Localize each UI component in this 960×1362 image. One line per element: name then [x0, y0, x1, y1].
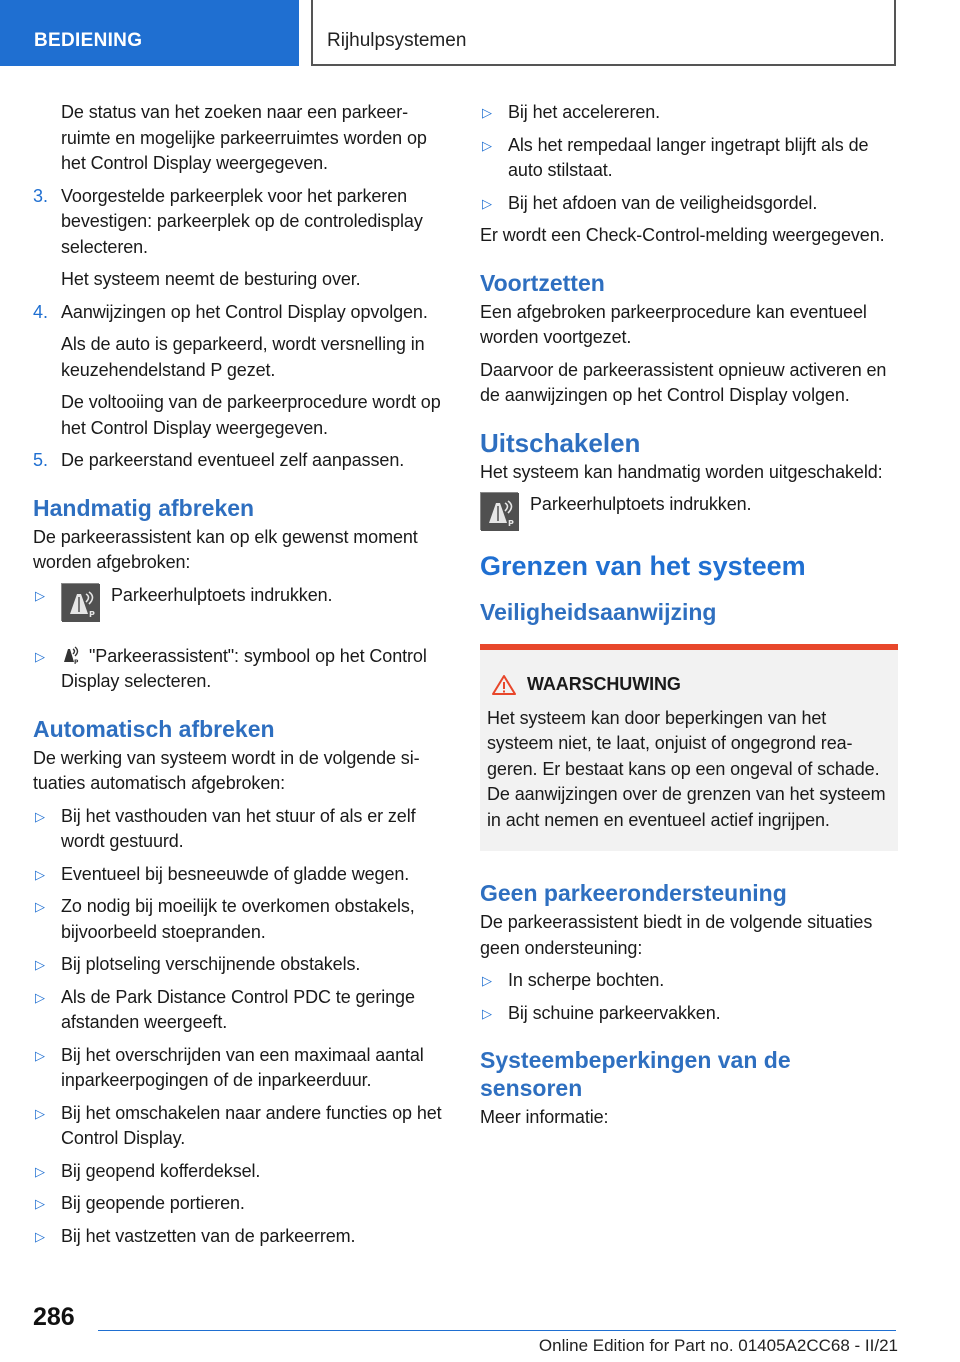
triangle-bullet-icon: ▷ [35, 648, 45, 664]
step-text: De voltooiing van de parkeerprocedure wordt op het Control Display weergegeven. [61, 392, 441, 438]
triangle-bullet-icon: ▷ [35, 587, 45, 603]
list-item [480, 1001, 898, 1027]
resume-text: Een afgebroken parkeerprocedure kan eventueel worden voortgezet. [480, 301, 867, 347]
list-item-text: "Parkeerassistent": symbool op het Control Display selecteren. [61, 645, 427, 691]
triangle-bullet-icon: ▷ [35, 1105, 45, 1121]
triangle-bullet-icon: ▷ [35, 899, 45, 914]
section-label: BEDIENING [34, 30, 143, 51]
warning-triangle-icon [491, 674, 517, 696]
resume-text: Daarvoor de parkeerassistent opnieuw activeren en de aanwijzingen op het Control Display volgen. [480, 359, 887, 405]
step-text: De parkeerstand eventueel zelf aanpassen. [61, 450, 405, 470]
manual-abort-text: De parkeerassistent kan op elk gewenst moment worden afgebroken: [33, 526, 418, 572]
list-item [33, 1159, 451, 1185]
right-column [480, 100, 898, 1138]
safety-heading: Veiligheidsaanwijzing [480, 599, 717, 625]
parking-assist-button-icon [61, 583, 99, 621]
triangle-bullet-icon: ▷ [482, 973, 492, 988]
step-number: 4. [33, 301, 49, 322]
triangle-bullet-icon: ▷ [482, 1005, 492, 1021]
list-item [33, 1101, 451, 1152]
svg-text:P: P [74, 658, 79, 665]
resume-heading: Voortzetten [480, 269, 605, 296]
step-text: Het systeem neemt de besturing over. [61, 269, 361, 289]
triangle-bullet-icon: ▷ [35, 1196, 45, 1211]
list-item [33, 985, 451, 1036]
page-number: 286 [33, 1303, 75, 1331]
section-tab [0, 0, 299, 66]
list-item-text: Bij schuine parkeervakken. [508, 1002, 721, 1023]
list-item-text: Bij het overschrijden van een maximaal aantal inparkeerpogingen of de inparkeerduur. [61, 1044, 424, 1090]
list-item-text: Zo nodig bij moeilijk te overkomen obstakels, bijvoorbeeld stoepranden. [61, 896, 415, 942]
step-text: Voorgestelde parkeerplek voor het parkeren bevestigen: parkeerplek op de controledisplay selecteren. [61, 185, 423, 257]
footer-divider [98, 1330, 896, 1331]
svg-text:P: P [89, 609, 95, 619]
warning-text: Het systeem kan door beperkingen van het systeem niet, te laat, onjuist of ongegrond reageren. Er bestaat kans op een ongeval of schade. De aanwijzingen over de grenzen van het systeem in acht nemen en eventueel actief ingrijpen. [487, 707, 886, 830]
list-item-text: In scherpe bochten. [508, 970, 665, 990]
edition-text: Online Edition for Part no. 01405A2CC68 - II/21 [538, 1336, 898, 1355]
triangle-bullet-icon: ▷ [482, 195, 492, 211]
more-info-text: Meer informatie: [480, 1107, 609, 1127]
triangle-bullet-icon: ▷ [35, 989, 45, 1005]
triangle-bullet-icon: ▷ [35, 808, 45, 824]
list-item-text: Als het rempedaal langer ingetrapt blijft als de auto stilstaat. [508, 134, 869, 180]
list-item [480, 191, 898, 217]
list-item [480, 100, 898, 126]
list-item [480, 968, 898, 994]
check-control-text: Er wordt een Check-Control-melding weergegeven. [480, 225, 885, 245]
list-item [480, 133, 898, 184]
list-item-text: Eventueel bij besneeuwde of gladde wegen. [61, 863, 410, 884]
list-item-text: Bij het accelereren. [508, 102, 661, 122]
triangle-bullet-icon: ▷ [35, 1228, 45, 1244]
triangle-bullet-icon: ▷ [35, 866, 45, 882]
chapter-tab [311, 0, 896, 66]
list-item-text: Bij het omschakelen naar andere functies op het Control Display. [61, 1102, 442, 1148]
step-number: 5. [33, 450, 49, 470]
auto-abort-text: De werking van systeem wordt in de volgende situaties automatisch afgebroken: [33, 747, 420, 793]
no-support-text: De parkeerassistent biedt in de volgende situaties geen ondersteuning: [480, 912, 873, 958]
list-item [33, 1224, 451, 1250]
list-item-text: Bij geopend kofferdeksel. [61, 1160, 261, 1181]
no-support-heading: Geen parkeerondersteuning [480, 880, 787, 906]
list-item-text: Als de Park Distance Control PDC te geringe afstanden weergeeft. [61, 986, 415, 1032]
warning-title: WAARSCHUWING [527, 674, 681, 694]
switch-off-item-text: Parkeerhulptoets indrukken. [530, 494, 752, 514]
step-item [33, 184, 451, 293]
triangle-bullet-icon: ▷ [35, 957, 45, 972]
list-item [33, 644, 451, 695]
step-number: 3. [33, 185, 49, 206]
switch-off-heading: Uitschakelen [480, 427, 641, 458]
list-item [33, 804, 451, 855]
list-item [33, 894, 451, 945]
warning-box [480, 644, 898, 851]
list-item-text: Parkeerhulptoets indrukken. [111, 584, 333, 605]
list-item [33, 583, 451, 628]
parking-assist-button-icon [480, 492, 518, 530]
switch-off-item [480, 492, 898, 530]
list-item [33, 1191, 451, 1217]
list-item-text: Bij geopende portieren. [61, 1193, 245, 1213]
triangle-bullet-icon: ▷ [35, 1047, 45, 1063]
list-item [33, 862, 451, 888]
chapter-label: Rijhulpsystemen [327, 30, 467, 51]
svg-text:P: P [508, 519, 514, 528]
list-item-text: Bij het vasthouden van het stuur of als er zelf wordt gestuurd. [61, 805, 416, 851]
list-item [33, 952, 451, 978]
auto-abort-heading: Automatisch afbreken [33, 715, 275, 742]
triangle-bullet-icon: ▷ [482, 137, 492, 153]
left-column [33, 100, 451, 1256]
switch-off-text: Het systeem kan handmatig worden uitgeschakeld: [480, 461, 883, 482]
step-item [33, 448, 451, 474]
step-item [33, 300, 451, 442]
list-item-text: Bij het afdoen van de veiligheidsgordel. [508, 192, 818, 213]
list-item-text: Bij het vastzetten van de parkeerrem. [61, 1225, 356, 1246]
limits-heading: Grenzen van het systeem [480, 551, 806, 581]
step-text: Aanwijzingen op het Control Display opvolgen. [61, 301, 428, 322]
intro-text: De status van het zoeken naar een parkeerruimte en mogelijke parkeerruimtes worden op het Control Display weergegeven. [61, 102, 427, 173]
list-item [33, 1043, 451, 1094]
triangle-bullet-icon: ▷ [482, 105, 492, 120]
parking-assistant-symbol-icon [61, 645, 81, 665]
triangle-bullet-icon: ▷ [35, 1163, 45, 1179]
step-text: Als de auto is geparkeerd, wordt versnelling in keuzehendelstand P gezet. [61, 334, 425, 380]
manual-abort-heading: Handmatig afbreken [33, 494, 255, 521]
list-item-text: Bij plotseling verschijnende obstakels. [61, 954, 361, 974]
sensor-limits-heading: Systeembeperkingen van de sensoren [480, 1047, 791, 1101]
